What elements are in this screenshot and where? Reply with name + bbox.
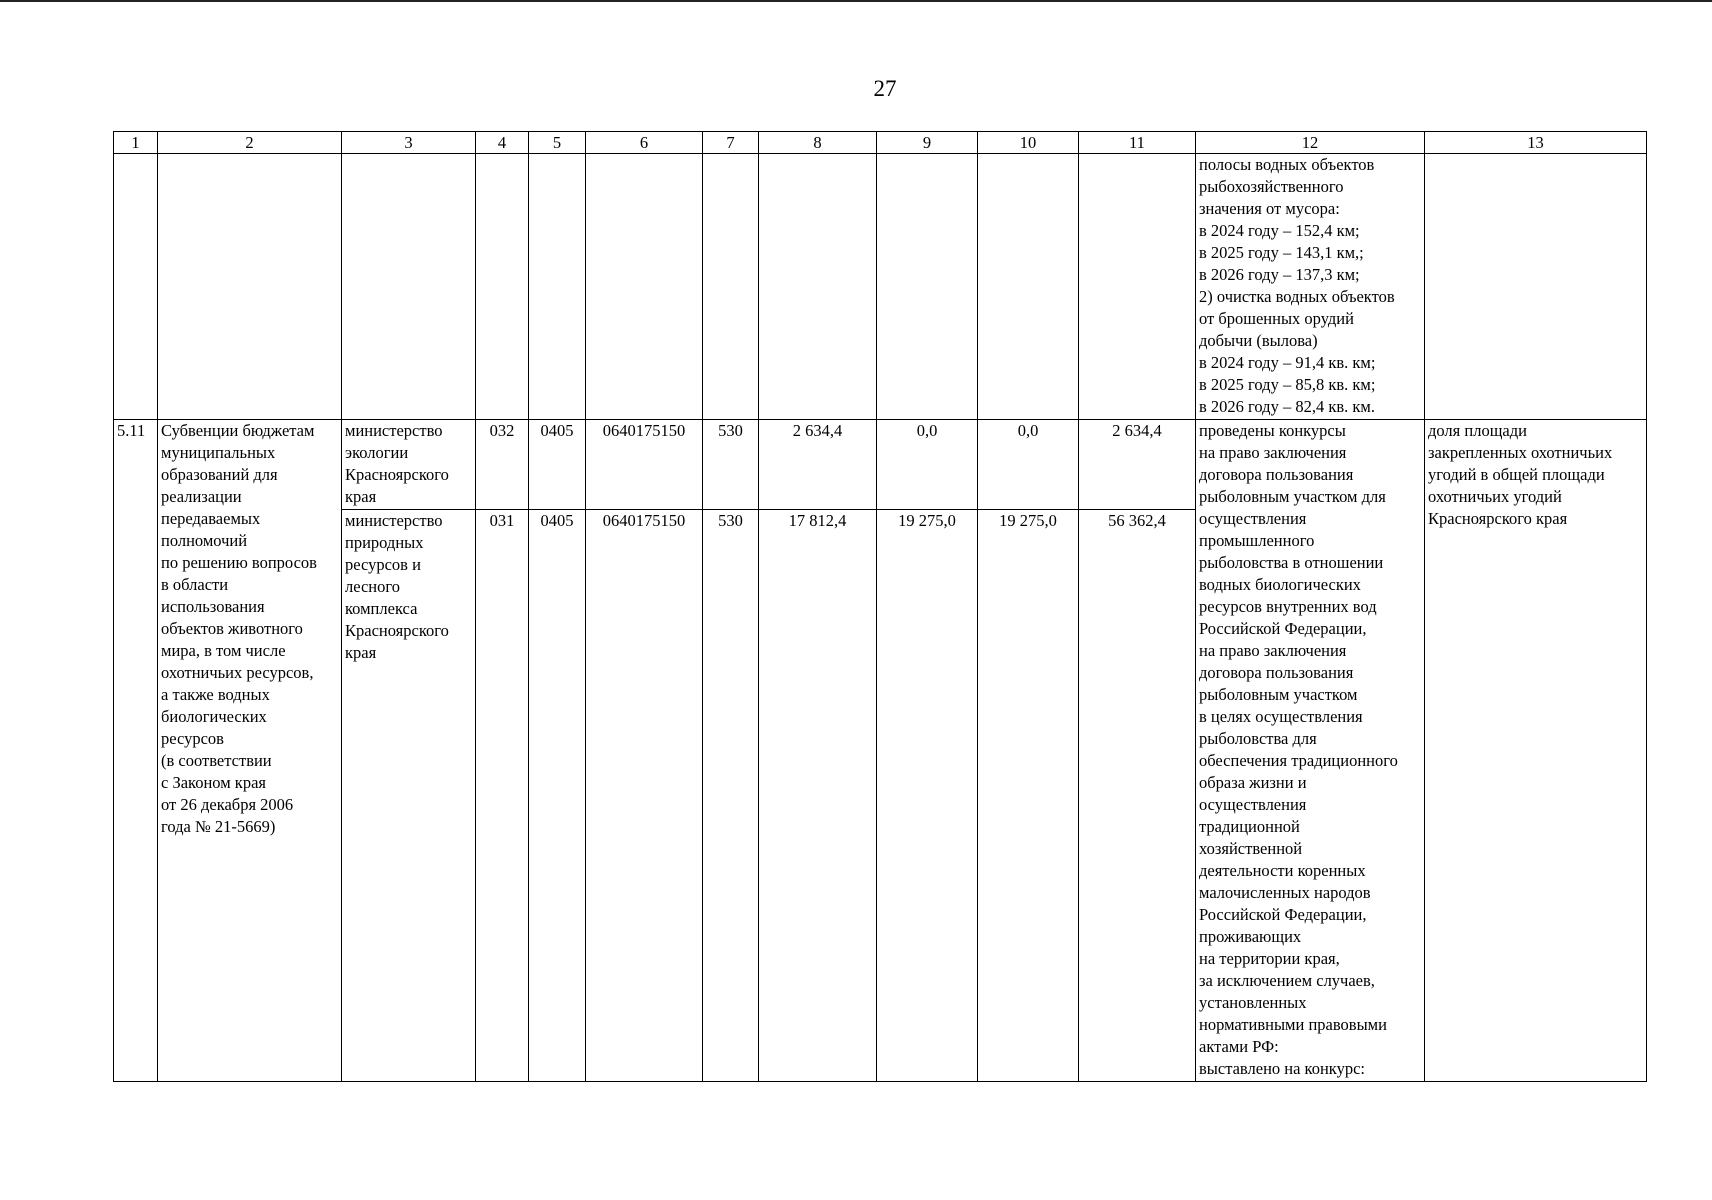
cont-expected-result: полосы водных объектов рыбохозяйственного значения от мусора: в 2024 году – 152,4 км; в 2025 году – 143,1 км,; в 2026 году – 137,3 км; 2) очистка водных объектов от брошенных орудий добычи (вылова) в 2024 году – 91,4 кв. км; в 2025 году – 85,8 кв. км; в 2026 году – 82,4 кв. км. [1196, 154, 1425, 420]
cont-col-6 [586, 154, 703, 420]
rzpr-code: 0405 [529, 509, 586, 1081]
item-5-11-row-ministry-ecology [114, 420, 1647, 510]
expected-result: проведены конкурсы на право заключения договора пользования рыболовным участком для осуществления промышленного рыболовства в отношении водных биологических ресурсов внутренних вод Российской Федерации, на право заключения договора пользования рыболовным участком в целях осуществления рыболовства для обеспечения традиционного образа жизни и осуществления традиционной хозяйственной деятельности коренных малочисленных народов Российской Федерации, проживающих на территории края, за исключением случаев, установленных нормативными правовыми актами РФ: выставлено на конкурс: [1196, 420, 1425, 1082]
item-number: 5.11 [114, 420, 158, 1082]
page-top-edge [0, 0, 1712, 2]
amount-2026: 19 275,0 [978, 509, 1079, 1081]
item-name: Субвенции бюджетам муниципальных образований для реализации передаваемых полномочий по решению вопросов в области использования объектов животного мира, в том числе охотничьих ресурсов, а также водных биологических ресурсов (в соответствии с Законом края от 26 декабря 2006 года № 21-5669) [158, 420, 342, 1082]
cont-col-2 [158, 154, 342, 420]
amount-2025: 0,0 [877, 420, 978, 510]
col-header-5: 5 [529, 132, 586, 154]
cont-col-13 [1425, 154, 1647, 420]
col-header-4: 4 [476, 132, 529, 154]
result-indicator: доля площади закрепленных охотничьих угодий в общей площади охотничьих угодий Красноярского края [1425, 420, 1647, 1082]
cont-col-9 [877, 154, 978, 420]
csr-code: 0640175150 [586, 509, 703, 1081]
vr-code: 530 [703, 420, 759, 510]
amount-2026: 0,0 [978, 420, 1079, 510]
amount-total: 56 362,4 [1079, 509, 1196, 1081]
page-number: 27 [873, 76, 897, 101]
cont-col-8 [759, 154, 877, 420]
cont-col-7 [703, 154, 759, 420]
col-header-2: 2 [158, 132, 342, 154]
csr-code: 0640175150 [586, 420, 703, 510]
col-header-9: 9 [877, 132, 978, 154]
col-header-12: 12 [1196, 132, 1425, 154]
cont-col-1 [114, 154, 158, 420]
program-activities-table [113, 131, 1647, 1082]
column-number-header-row [114, 132, 1647, 154]
vr-code: 530 [703, 509, 759, 1081]
col-header-10: 10 [978, 132, 1079, 154]
cont-col-3 [342, 154, 476, 420]
col-header-3: 3 [342, 132, 476, 154]
amount-total: 2 634,4 [1079, 420, 1196, 510]
amount-2024: 2 634,4 [759, 420, 877, 510]
col-header-8: 8 [759, 132, 877, 154]
cont-col-11 [1079, 154, 1196, 420]
col-header-1: 1 [114, 132, 158, 154]
executor-name: министерство экологии Красноярского края [342, 420, 476, 510]
cont-col-10 [978, 154, 1079, 420]
col-header-11: 11 [1079, 132, 1196, 154]
col-header-6: 6 [586, 132, 703, 154]
cont-col-4 [476, 154, 529, 420]
continuation-row [114, 154, 1647, 420]
executor-name: министерство природных ресурсов и лесного комплекса Красноярского края [342, 509, 476, 1081]
amount-2025: 19 275,0 [877, 509, 978, 1081]
col-header-13: 13 [1425, 132, 1647, 154]
rzpr-code: 0405 [529, 420, 586, 510]
cont-col-5 [529, 154, 586, 420]
grbs-code: 032 [476, 420, 529, 510]
amount-2024: 17 812,4 [759, 509, 877, 1081]
col-header-7: 7 [703, 132, 759, 154]
grbs-code: 031 [476, 509, 529, 1081]
